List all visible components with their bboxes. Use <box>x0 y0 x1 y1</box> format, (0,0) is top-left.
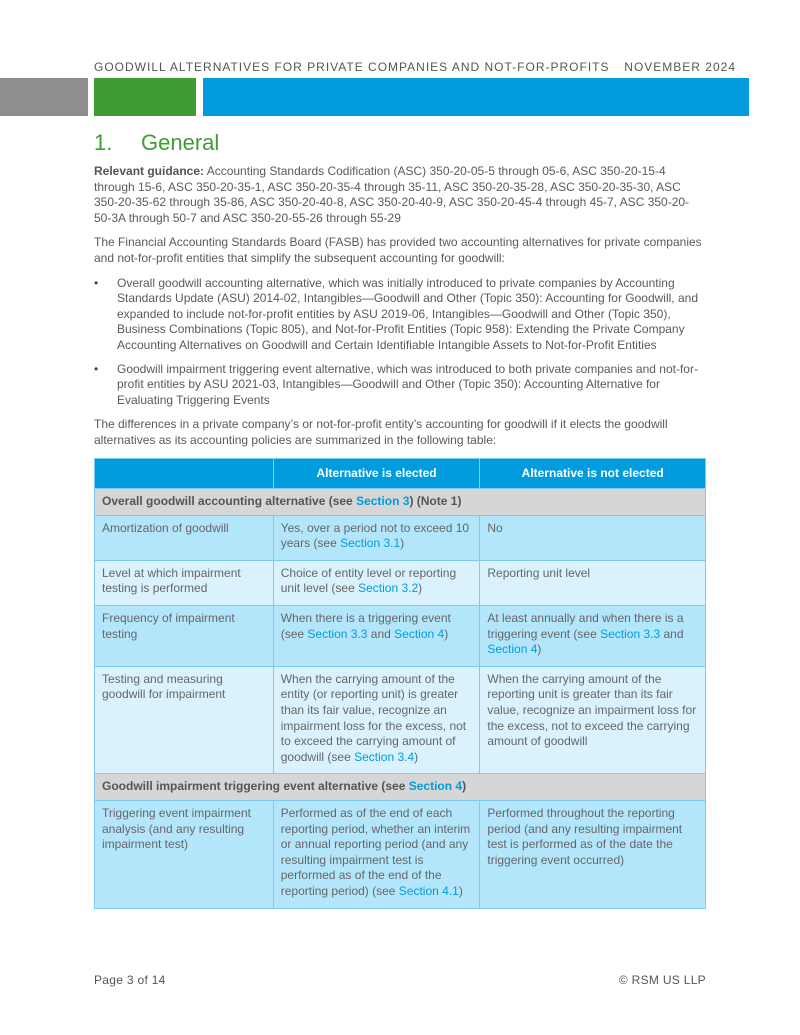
table-header-row <box>95 458 706 489</box>
not-elected-cell: Performed throughout the reporting period (and any resulting impairment test is performed as of the date the triggering event occurred) <box>480 801 706 909</box>
cell-text: and <box>367 626 395 641</box>
document-date: NOVEMBER 2024 <box>624 60 736 74</box>
row-label: Triggering event impairment analysis (and any resulting impairment test) <box>95 801 274 909</box>
section-cell <box>95 489 706 516</box>
cell-text: ) <box>458 883 463 898</box>
header-bar-blue <box>203 78 749 116</box>
section-3-3-link[interactable]: Section 3.3 <box>307 626 368 641</box>
table-row <box>95 606 706 667</box>
copyright: © RSM US LLP <box>618 973 706 987</box>
main-content <box>94 130 706 909</box>
header-bar-green <box>94 78 196 116</box>
section-heading <box>94 130 706 156</box>
page-header <box>94 60 736 74</box>
not-elected-cell: No <box>480 515 706 560</box>
cell-text: ) <box>418 581 423 596</box>
cell-text: ) <box>414 749 419 764</box>
table-section-row <box>95 489 706 516</box>
section-text: Overall goodwill accounting alternative (see <box>102 494 357 509</box>
table-intro-paragraph: The differences in a private company’s or not-for-profit entity’s accounting for goodwill if it elects the goodwill alternatives as its accounting policies are summarized in the following table: <box>94 417 668 447</box>
cell-text: ) <box>444 626 449 641</box>
cell-text: When there is a triggering event (see <box>280 611 451 641</box>
page-number: Page 3 of 14 <box>94 973 166 987</box>
table-row <box>95 515 706 560</box>
cell-text: When the carrying amount of the entity (or reporting unit) is greater than its fair value, recognize an impairment loss for the excess, not to exceed the carrying amount of goodwill (see <box>280 671 467 764</box>
elected-cell <box>273 666 480 774</box>
row-label: Amortization of goodwill <box>95 515 274 560</box>
relevant-guidance <box>94 164 706 226</box>
cell-text: ) <box>400 536 405 551</box>
section-4-link[interactable]: Section 4 <box>394 626 445 641</box>
table-header-not-elected: Alternative is not elected <box>480 458 706 489</box>
table-row <box>95 666 706 774</box>
elected-cell <box>273 606 480 667</box>
section-4-link[interactable]: Section 4 <box>408 779 463 794</box>
page-footer <box>94 973 706 987</box>
section-text: Goodwill impairment triggering event alternative (see <box>102 779 409 794</box>
table-row <box>95 801 706 909</box>
section-text: ) (Note 1) <box>409 494 462 509</box>
not-elected-cell: Reporting unit level <box>480 560 706 605</box>
section-3-4-link[interactable]: Section 3.4 <box>354 749 415 764</box>
table-section-row <box>95 774 706 801</box>
cell-text: Choice of entity level or reporting unit level (see <box>280 565 457 596</box>
comparison-table <box>94 458 706 909</box>
elected-cell <box>273 801 480 909</box>
header-bar-gray <box>0 78 88 116</box>
cell-text: Yes, over a period not to exceed 10 years (see <box>280 520 470 551</box>
table-header-empty <box>95 458 274 489</box>
row-label: Frequency of impairment testing <box>95 606 274 667</box>
section-3-1-link[interactable]: Section 3.1 <box>340 536 401 551</box>
cell-text: At least annually and when there is a triggering event (see <box>487 611 684 641</box>
document-title: GOODWILL ALTERNATIVES FOR PRIVATE COMPANIES AND NOT-FOR-PROFITS <box>94 60 610 74</box>
intro-paragraph: The Financial Accounting Standards Board (FASB) has provided two accounting alternatives for private companies and not-for-profit entities that simplify the subsequent accounting for goodwill: <box>94 235 702 265</box>
relevant-guidance-label: Relevant guidance: <box>94 164 205 178</box>
cell-text: Performed as of the end of each reporting period, whether an interim or annual reporting period (and any resulting impairment test is performed as of the end of the reporting period) (see <box>280 806 471 898</box>
table-row <box>95 560 706 605</box>
cell-text: ) <box>537 642 542 657</box>
not-elected-cell: When the carrying amount of the reporting unit is greater than its fair value, recognize an impairment loss for the excess, not to exceed the carrying amount of goodwill <box>480 666 706 774</box>
row-label: Testing and measuring goodwill for impairment <box>95 666 274 774</box>
elected-cell <box>273 515 480 560</box>
table-header-elected: Alternative is elected <box>273 458 480 489</box>
list-item: • Overall goodwill accounting alternative, which was initially introduced to private companies by Accounting Standards Update (ASU) 2014-02, Intangibles—Goodwill and Other (Topic 350): Accounting for Goodwill, and expanded to include not-for-profit entities by ASU 2019-06, Intangibles—Goodwill and Other (Topic 350), Business Combinations (Topic 805), and Not-for-Profit Entities (Topic 958): Extending the Private Company Accounting Alternatives on Goodwill and Certain Identifiable Intangible Assets to Not-for-Profit Entities <box>94 276 706 354</box>
section-title: General <box>141 130 220 155</box>
section-cell <box>95 774 706 801</box>
cell-text: and <box>660 626 684 641</box>
section-text: ) <box>462 779 467 794</box>
row-label: Level at which impairment testing is performed <box>95 560 274 605</box>
list-item: • Goodwill impairment triggering event alternative, which was introduced to both private companies and not-for-profit entities by ASU 2021-03, Intangibles—Goodwill and Other (Topic 350): Accounting Alternative for Evaluating Triggering Events <box>94 362 706 409</box>
section-4-link[interactable]: Section 4 <box>487 642 538 657</box>
alternatives-list <box>94 276 706 409</box>
section-3-2-link[interactable]: Section 3.2 <box>358 581 419 596</box>
section-3-link[interactable]: Section 3 <box>356 494 410 509</box>
section-number: 1. <box>94 130 113 155</box>
relevant-guidance-text: Accounting Standards Codification (ASC) 350-20-05-5 through 05-6, ASC 350-20-15-4 through 15-6, ASC 350-20-35-1, ASC 350-20-35-4 through 35-11, ASC 350-20-35-28, ASC 350-20-35-30, ASC 350-20-35-62 through 35-86, ASC 350-20-40-8, ASC 350-20-40-9, ASC 350-20-45-4 through 45-7, ASC 350-20-50-3A through 50-7 and ASC 350-20-55-26 through 55-29 <box>94 164 690 225</box>
not-elected-cell <box>480 606 706 667</box>
section-3-3-link[interactable]: Section 3.3 <box>600 626 661 641</box>
section-4-1-link[interactable]: Section 4.1 <box>398 883 459 898</box>
elected-cell <box>273 560 480 605</box>
